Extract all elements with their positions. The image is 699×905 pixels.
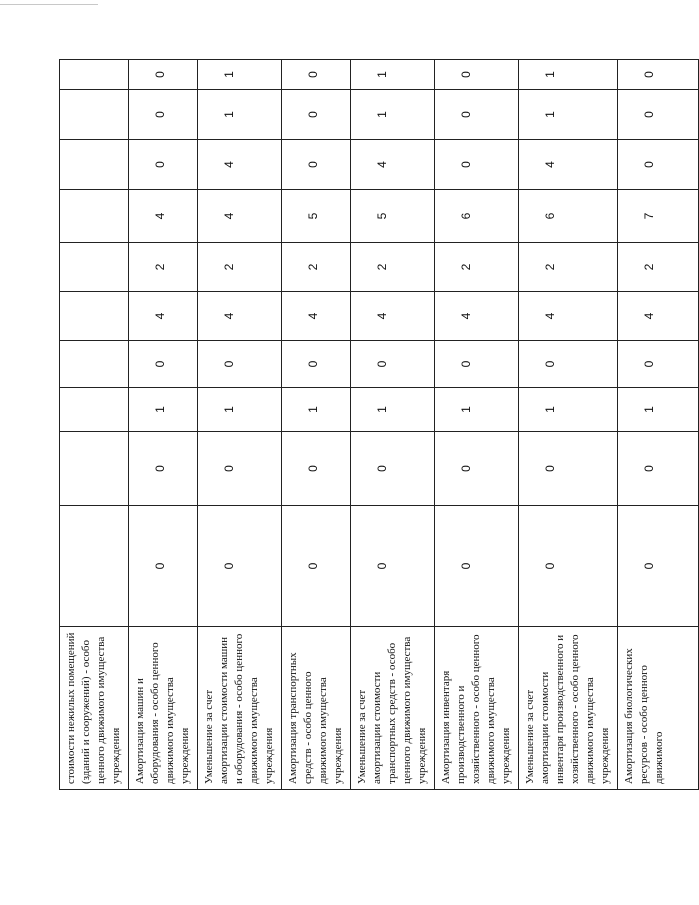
code-digit-cell: 2 [198,243,282,292]
code-digit-cell: 0 [129,341,198,388]
code-digit-cell: 1 [198,90,282,140]
row-label: Уменьшение за счет амортизации стоимости транспортных средств - особо ценного движимого имущества учреждения [351,627,435,790]
code-digit-cell: 4 [351,140,435,190]
table-row [519,60,618,790]
code-digit-cell: 4 [519,140,618,190]
code-digit-cell: 0 [282,341,351,388]
row-label: Амортизация инвентаря производственного и хозяйственного - особо ценного движимого имущества учреждения [435,627,519,790]
accounts-table [59,59,699,790]
code-digit-cell: 1 [519,90,618,140]
code-digit-cell: 0 [282,140,351,190]
code-digit-cell: 0 [519,506,618,627]
code-digit-cell: 0 [618,341,699,388]
row-label: стоимости нежилых помещений (зданий и сооружений) - особо ценного движимого имущества учреждения [60,627,129,790]
code-digit-cell: 5 [351,190,435,243]
code-digit-cell: 0 [198,341,282,388]
code-digit-cell: 0 [519,432,618,506]
code-digit-cell: 1 [519,388,618,432]
code-digit-cell: 1 [129,388,198,432]
code-digit-cell: 2 [435,243,519,292]
code-digit-cell: 0 [282,506,351,627]
code-digit-cell: 1 [198,60,282,90]
code-digit-cell: 0 [129,506,198,627]
code-digit-cell: 0 [435,140,519,190]
code-digit-cell: 1 [351,388,435,432]
code-digit-cell: 0 [618,90,699,140]
code-digit-cell: 6 [519,190,618,243]
scan-edge-line [0,4,98,5]
code-digit-cell: 0 [129,60,198,90]
code-digit-cell: 1 [351,60,435,90]
code-digit-cell: 0 [129,432,198,506]
code-digit-cell: 4 [618,292,699,341]
row-label: Амортизация машин и оборудования - особо ценного движимого имущества учреждения [129,627,198,790]
code-digit-cell: 4 [129,292,198,341]
code-digit-cell [60,388,129,432]
code-digit-cell: 4 [198,140,282,190]
code-digit-cell: 1 [618,388,699,432]
row-label: Уменьшение за счет амортизации стоимости машин и оборудования - особо ценного движимого имущества учреждения [198,627,282,790]
table-row [618,60,699,790]
code-digit-cell [60,190,129,243]
code-digit-cell [60,60,129,90]
row-label: Амортизация транспортных средств - особо ценного движимого имущества учреждения [282,627,351,790]
code-digit-cell: 0 [435,432,519,506]
code-digit-cell: 0 [129,90,198,140]
code-digit-cell: 4 [519,292,618,341]
code-digit-cell: 5 [282,190,351,243]
code-digit-cell: 1 [282,388,351,432]
code-digit-cell: 4 [198,292,282,341]
code-digit-cell [60,243,129,292]
code-digit-cell: 0 [129,140,198,190]
table-row [435,60,519,790]
code-digit-cell: 0 [282,90,351,140]
code-digit-cell: 4 [198,190,282,243]
code-digit-cell: 1 [351,90,435,140]
row-label: Амортизация биологических ресурсов - особо ценного движимого [618,627,699,790]
table-row [129,60,198,790]
code-digit-cell [60,90,129,140]
table-body [60,60,699,790]
code-digit-cell [60,140,129,190]
code-digit-cell [60,292,129,341]
code-digit-cell: 1 [519,60,618,90]
code-digit-cell [60,432,129,506]
code-digit-cell: 0 [618,140,699,190]
code-digit-cell: 2 [129,243,198,292]
code-digit-cell: 2 [618,243,699,292]
code-digit-cell: 4 [129,190,198,243]
code-digit-cell: 0 [435,341,519,388]
code-digit-cell [60,506,129,627]
row-label: Уменьшение за счет амортизации стоимости инвентаря производственного и хозяйственного - особо ценного движимого имущества учреждения [519,627,618,790]
table-row [60,60,129,790]
table-row [198,60,282,790]
code-digit-cell: 2 [282,243,351,292]
code-digit-cell: 0 [198,506,282,627]
code-digit-cell: 0 [282,60,351,90]
code-digit-cell: 4 [435,292,519,341]
code-digit-cell: 2 [351,243,435,292]
code-digit-cell [60,341,129,388]
code-digit-cell: 0 [282,432,351,506]
code-digit-cell: 0 [618,432,699,506]
code-digit-cell: 0 [351,341,435,388]
code-digit-cell: 0 [351,432,435,506]
code-digit-cell: 4 [351,292,435,341]
code-digit-cell: 0 [351,506,435,627]
code-digit-cell: 2 [519,243,618,292]
rotated-page [59,60,665,790]
code-digit-cell: 0 [618,506,699,627]
code-digit-cell: 4 [282,292,351,341]
table-row [351,60,435,790]
code-digit-cell: 0 [435,60,519,90]
code-digit-cell: 7 [618,190,699,243]
code-digit-cell: 0 [435,90,519,140]
code-digit-cell: 0 [519,341,618,388]
code-digit-cell: 1 [198,388,282,432]
code-digit-cell: 6 [435,190,519,243]
table-row [282,60,351,790]
code-digit-cell: 0 [435,506,519,627]
code-digit-cell: 0 [198,432,282,506]
code-digit-cell: 1 [435,388,519,432]
code-digit-cell: 0 [618,60,699,90]
